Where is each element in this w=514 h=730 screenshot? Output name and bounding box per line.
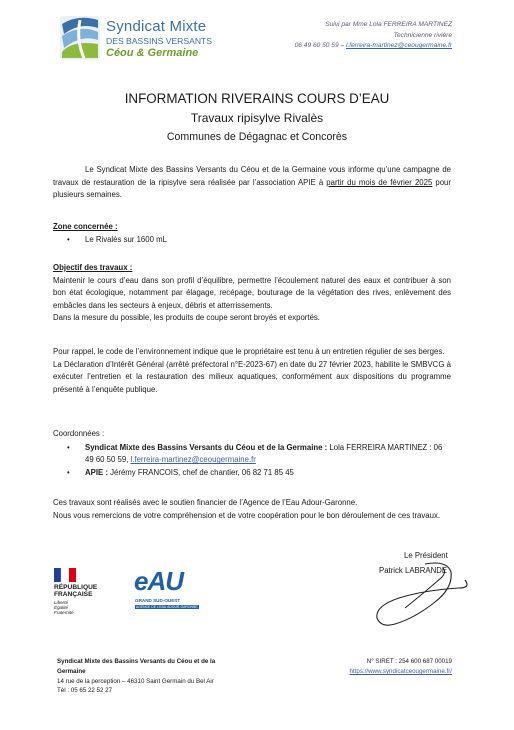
coordonnees-item-syndicat: [53, 442, 451, 467]
logo-tagline: Céou & Germaine: [106, 47, 199, 59]
logo-subtitle: DES BASSINS VERSANTS: [106, 36, 213, 46]
rappel-paragraph: Pour rappel, le code de l’environnement indique que le propriétaire est tenu à un entretien régulier de ses berges.: [53, 347, 445, 356]
intro-text: Le Syndicat Mixte des Bassins Versants du Céou et de la Germaine vous informe qu’une campagne de travaux de restauration de la ripisylve sera réalisée par l’association APIE à: [53, 165, 451, 187]
page-subtitle: Travaux ripisylve Rivalès: [190, 111, 324, 125]
agence-eau-logo: [134, 566, 198, 624]
bullet-icon: •: [67, 442, 70, 452]
rf-motto3: Fraternité: [54, 610, 74, 616]
intro-paragraph: [53, 164, 451, 202]
rf-name: [54, 584, 97, 599]
rf-motto2: Égalité: [54, 605, 69, 611]
bullet-icon: •: [67, 234, 70, 244]
zone-item-text: Le Rivalès sur 1600 mL: [85, 234, 167, 244]
zone-section: [53, 221, 451, 246]
zone-item: [53, 234, 451, 247]
objectif-paragraph: Maintenir le cours d’eau dans son profil d’équilibre, permettre l’écoulement naturel des eaux et contribuer à son bon état écologique, notamment par élagage, recépage, bouturage de la végétation des rives, enlèvement des embâcles dans les secteurs à enjeux, débris et atterrissements.: [53, 275, 451, 310]
contact-phone-email: [295, 42, 452, 49]
signature-role: Le Président: [404, 551, 448, 560]
signature-name: Patrick LABRANDE: [379, 566, 448, 575]
contact-follower: Suivi par Mme Lola FERREIRA MARTINEZ: [325, 21, 452, 28]
footer-siret: N° SIRET : 254 600 687 00019: [366, 658, 452, 665]
objectif-heading: Objectif des travaux :: [53, 263, 133, 272]
footer-address-block: [57, 657, 215, 696]
republique-francaise-logo: [54, 568, 124, 626]
contact-role: Technicienne rivière: [393, 32, 452, 39]
eau-wordmark: eAU: [134, 566, 184, 596]
rf-motto: [54, 600, 74, 616]
footer-website-link[interactable]: https://www.syndicatceougermaine.fr/: [349, 667, 452, 675]
marianne-icon: [54, 568, 76, 582]
communes-line: Communes de Dégagnac et Concorès: [166, 131, 348, 143]
rf-line2: FRANÇAISE: [54, 591, 93, 599]
coordonnees-heading: Coordonnées :: [53, 429, 105, 438]
rf-line1: RÉPUBLIQUE: [54, 584, 98, 591]
apie-contact: Jérémy FRANCOIS, chef de chantier, 06 82 71 85 45: [107, 467, 294, 477]
syndicat-logo: [58, 14, 213, 70]
footer-legal-block: [350, 657, 452, 677]
syndicat-contact: Lola FERREIRA MARTINEZ : 06 49 60 50 59,: [85, 442, 443, 465]
eau-agency: AGENCE DE L’EAU ADOUR-GARONNE: [136, 605, 198, 609]
objectif-section: [53, 262, 451, 325]
footer-org-line2: Germaine: [57, 667, 86, 675]
zone-heading: Zone concernée :: [53, 222, 118, 231]
rf-motto1: Liberté: [54, 600, 69, 605]
bullet-icon: •: [67, 467, 70, 477]
rappel-section: [53, 346, 451, 396]
syndicat-email-link[interactable]: l.ferreira-martinez@ceougermaine.fr: [130, 455, 256, 465]
syndicat-logo-mark-icon: [58, 14, 104, 62]
objectif-note: Dans la mesure du possible, les produits de coupe seront broyés et exportés.: [53, 313, 320, 323]
syndicat-name: Syndicat Mixte des Bassins Versants du Céou et de la Germaine :: [85, 442, 328, 452]
closing-section: [53, 497, 451, 522]
dig-paragraph: La Déclaration d’Intérêt Général (arrêté préfectoral n°E-2023-67) en date du 27 février 2023, habilite le SMBVCG à exécuter l’entretien et la restauration des milieux aquatiques, conformément aux dispositions du programme présenté à l’enquête publique.: [53, 359, 451, 394]
footer-address: 14 rue de la perception – 46310 Saint Germain du Bel Air: [57, 677, 214, 685]
coordonnees-section: [53, 428, 451, 479]
closing-thanks: Nous vous remercions de votre compréhension et de votre coopération pour le bon déroulement de ces travaux.: [53, 510, 441, 520]
footer-phone: Tél : 05 65 22 52 27: [57, 687, 113, 695]
closing-funding: Ces travaux sont réalisés avec le soutien financier de l’Agence de l’Eau Adour-Garonne.: [53, 498, 358, 507]
contact-email-link[interactable]: l.ferreira-martinez@ceougermaine.fr: [345, 42, 452, 49]
logo-title: Syndicat Mixte: [106, 18, 207, 35]
footer-org: Syndicat Mixte des Bassins Versants du Céou et de la: [57, 658, 216, 665]
intro-text-end: pour plusieurs semaines.: [53, 177, 451, 200]
eau-region: GRAND SUD-OUEST: [135, 598, 181, 603]
intro-date: partir du mois de février 2025: [326, 177, 433, 187]
coordonnees-item-apie: [53, 467, 451, 480]
page-title: INFORMATION RIVERAINS COURS D’EAU: [124, 91, 390, 106]
contact-phone: 06 49 60 50 59 –: [294, 42, 346, 49]
apie-name: APIE :: [85, 467, 108, 477]
